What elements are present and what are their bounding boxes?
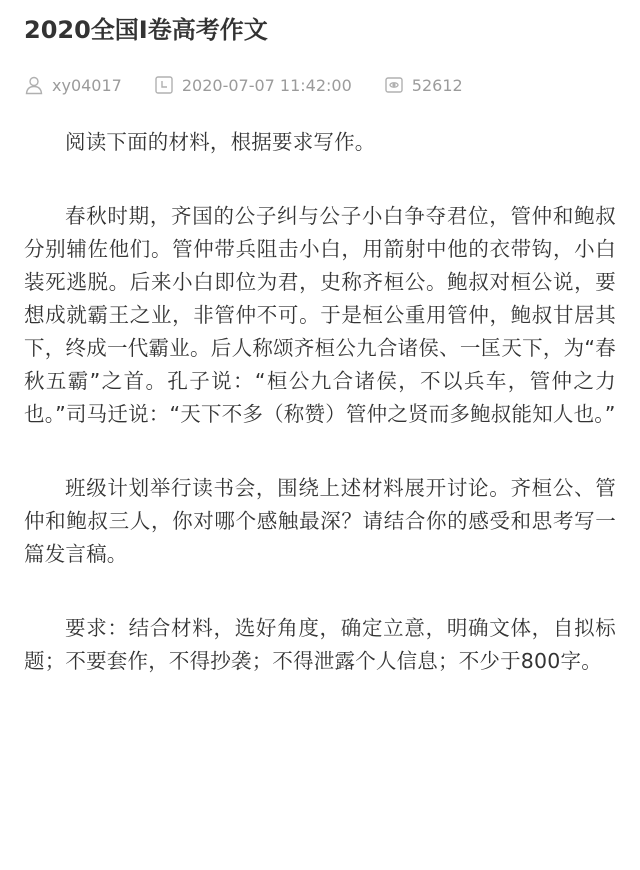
user-icon (24, 75, 44, 95)
article-content (24, 126, 616, 678)
view-count-value: 52612 (411, 75, 463, 95)
publish-datetime: 2020-07-07 11:42:00 (181, 75, 352, 95)
page-title: 2020全国I卷高考作文 (24, 16, 268, 44)
article-meta (24, 72, 616, 98)
view-count (384, 75, 463, 95)
publish-time (154, 75, 352, 95)
author-info (24, 75, 122, 95)
paragraph: 要求：结合材料，选好角度，确定立意，明确文体，自拟标题；不要套作，不得抄袭；不得泄露个人信息；不少于800字。 (24, 616, 616, 673)
clock-icon (154, 75, 174, 95)
paragraph: 阅读下面的材料，根据要求写作。 (65, 130, 376, 154)
author-name: xy04017 (52, 75, 122, 95)
eye-icon (384, 75, 404, 95)
paragraph: 春秋时期，齐国的公子纠与公子小白争夺君位，管仲和鲍叔分别辅佐他们。管仲带兵阻击小白，用箭射中他的衣带钩，小白装死逃脱。后来小白即位为君，史称齐桓公。鲍叔对桓公说，要想成就霸王之业，非管仲不可。于是桓公重用管仲，鲍叔甘居其下，终成一代霸业。后人称颂齐桓公九合诸侯、一匡天下，为“春秋五霸”之首。孔子说：“桓公九合诸侯，不以兵车，管仲之力也。”司马迁说：“天下不多（称赞）管仲之贤而多鲍叔能知人也。” (24, 204, 616, 426)
paragraph: 班级计划举行读书会，围绕上述材料展开讨论。齐桓公、管仲和鲍叔三人，你对哪个感触最深？请结合你的感受和思考写一篇发言稿。 (24, 476, 616, 566)
